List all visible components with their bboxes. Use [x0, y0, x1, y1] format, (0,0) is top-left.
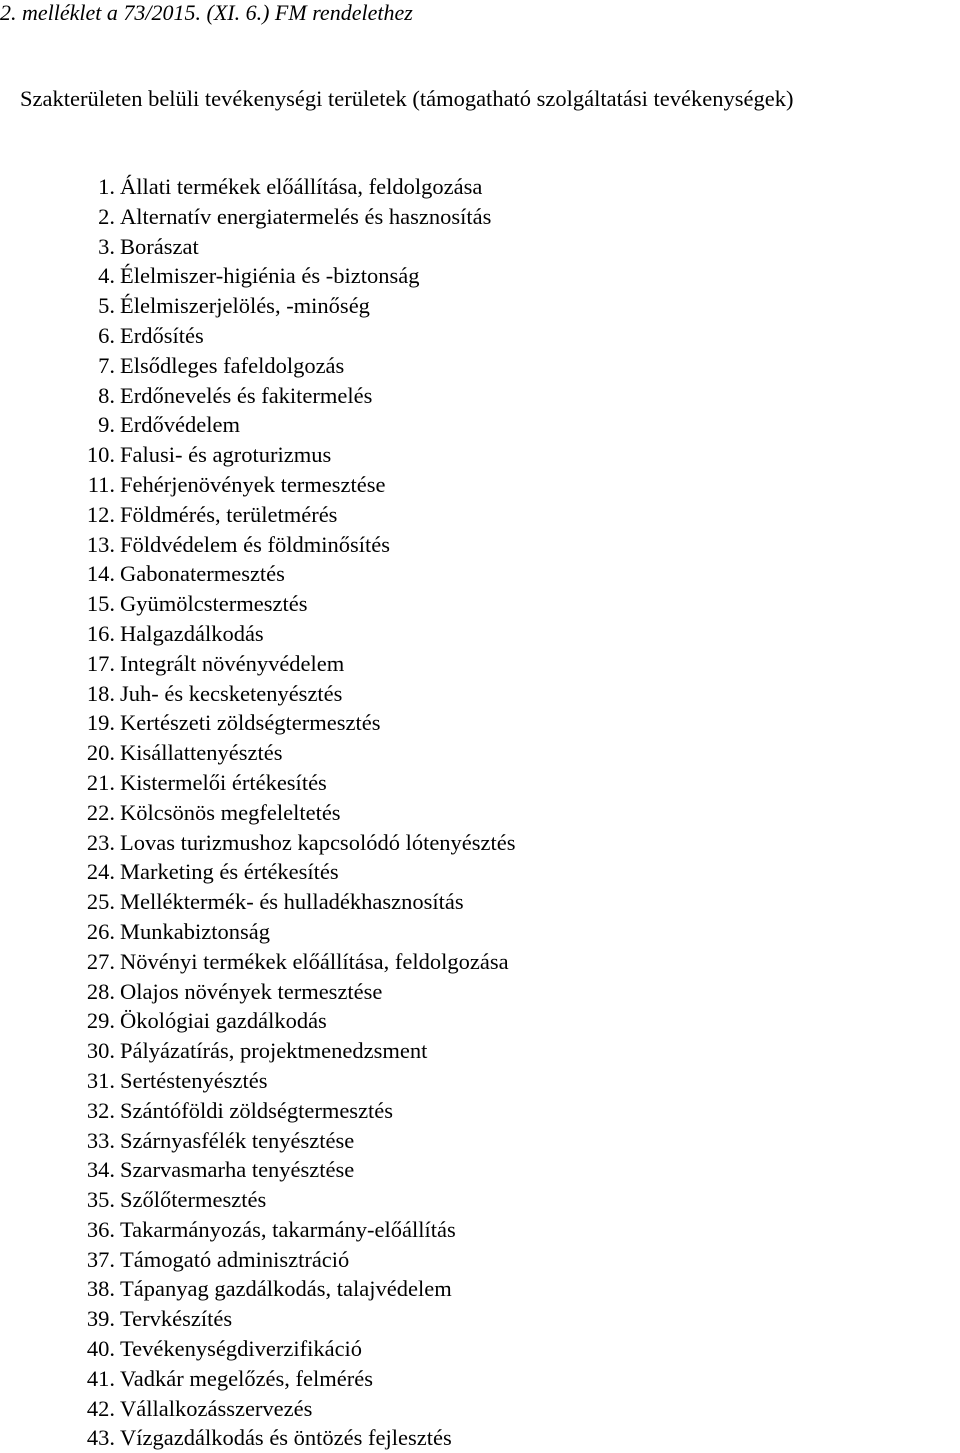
list-item-number: 8. [98, 382, 115, 408]
list-item-label: Földmérés, területmérés [120, 501, 338, 527]
list-item [0, 172, 516, 202]
list-item-number: 36. [86, 1216, 115, 1242]
list-item-label: Állati termékek előállítása, feldolgozása [120, 174, 483, 199]
list-item-number: 32. [86, 1097, 115, 1123]
list-item-number: 7. [98, 352, 115, 378]
list-item-label: Takarmányozás, takarmány-előállítás [120, 1216, 456, 1242]
list-item [0, 768, 516, 798]
list-item-label: Marketing és értékesítés [120, 859, 339, 885]
list-item-number: 6. [98, 322, 115, 348]
list-item-label: Támogató adminisztráció [120, 1246, 350, 1272]
list-item [0, 1274, 516, 1304]
list-item [0, 1394, 516, 1424]
list-item-label: Vadkár megelőzés, felmérés [120, 1365, 374, 1391]
list-item [0, 440, 516, 470]
list-item [0, 1066, 516, 1096]
list-item-number: 11. [87, 471, 115, 497]
annex-label: 2. melléklet a 73/2015. (XI. 6.) FM rendelethez [0, 0, 413, 25]
list-item-label: Szőlőtermesztés [120, 1187, 267, 1213]
list-item [0, 1334, 516, 1364]
list-item [0, 917, 516, 947]
list-item-number: 2. [98, 203, 115, 229]
list-item-label: Halgazdálkodás [120, 620, 264, 646]
list-item-label: Olajos növények termesztése [120, 978, 383, 1004]
list-item-label: Sertéstenyésztés [120, 1067, 268, 1093]
list-item [0, 530, 516, 560]
list-item-number: 35. [86, 1187, 115, 1213]
list-item [0, 828, 516, 858]
list-item-label: Szárnyasfélék tenyésztése [120, 1127, 355, 1153]
list-item [0, 1423, 516, 1453]
list-item-number: 5. [98, 293, 115, 319]
list-item [0, 351, 516, 381]
list-item-number: 37. [86, 1246, 115, 1272]
list-item-label: Munkabiztonság [120, 918, 270, 944]
list-item [0, 1245, 516, 1275]
list-item-number: 17. [86, 650, 115, 676]
list-item [0, 977, 516, 1007]
list-item-label: Vízgazdálkodás és öntözés fejlesztés [120, 1425, 452, 1451]
list-item [0, 291, 516, 321]
list-item-label: Földvédelem és földminősítés [120, 531, 390, 557]
list-item-label: Élelmiszerjelölés, -minőség [120, 293, 370, 319]
list-item-label: Szarvasmarha tenyésztése [120, 1157, 355, 1183]
list-item [0, 261, 516, 291]
list-item-label: Élelmiszer-higiénia és -biztonság [120, 263, 420, 289]
list-item [0, 619, 516, 649]
list-item [0, 1215, 516, 1245]
list-item [0, 232, 516, 262]
list-item-number: 1. [98, 174, 115, 199]
list-item [0, 1096, 516, 1126]
list-item-number: 40. [86, 1336, 115, 1362]
list-item-number: 38. [86, 1276, 115, 1302]
list-item [0, 470, 516, 500]
list-item-number: 26. [86, 918, 115, 944]
list-item-number: 21. [86, 769, 115, 795]
list-item-number: 42. [86, 1395, 115, 1421]
list-item-number: 29. [86, 1008, 115, 1034]
list-item-label: Alternatív energiatermelés és hasznosítás [120, 203, 492, 229]
list-item [0, 500, 516, 530]
list-item [0, 887, 516, 917]
list-item [0, 947, 516, 977]
list-item-label: Erdősítés [120, 322, 204, 348]
list-item-number: 43. [86, 1425, 115, 1451]
list-item-label: Gabonatermesztés [120, 561, 285, 587]
list-item-number: 31. [86, 1067, 115, 1093]
list-item [0, 589, 516, 619]
list-item-number: 28. [86, 978, 115, 1004]
list-item-label: Kistermelői értékesítés [120, 769, 327, 795]
list-item-number: 15. [86, 591, 115, 617]
list-item-number: 34. [86, 1157, 115, 1183]
list-item [0, 649, 516, 679]
list-item [0, 321, 516, 351]
list-item [0, 1185, 516, 1215]
list-item [0, 1155, 516, 1185]
list-item-label: Integrált növényvédelem [120, 650, 345, 676]
list-item-label: Tevékenységdiverzifikáció [120, 1336, 363, 1362]
list-item-label: Elsődleges fafeldolgozás [120, 352, 345, 378]
list-item-number: 24. [86, 859, 115, 885]
list-item-number: 33. [86, 1127, 115, 1153]
list-item [0, 857, 516, 887]
list-item-number: 27. [86, 948, 115, 974]
list-item-label: Pályázatírás, projektmenedzsment [120, 1038, 428, 1064]
list-item-label: Vállalkozásszervezés [120, 1395, 313, 1421]
list-item [0, 1304, 516, 1334]
list-item-number: 3. [98, 233, 115, 259]
list-item [0, 738, 516, 768]
list-item-number: 30. [86, 1038, 115, 1064]
list-item-label: Juh- és kecsketenyésztés [120, 680, 343, 706]
list-item-number: 20. [86, 740, 115, 766]
list-item [0, 798, 516, 828]
list-item-number: 4. [98, 263, 115, 289]
list-item-number: 12. [86, 501, 115, 527]
list-item-label: Ökológiai gazdálkodás [120, 1008, 327, 1034]
list-item-label: Falusi- és agroturizmus [120, 442, 332, 468]
list-item-number: 25. [86, 889, 115, 915]
list-item-number: 16. [86, 620, 115, 646]
list-item-label: Fehérjenövények termesztése [120, 471, 386, 497]
list-item [0, 1364, 516, 1394]
list-item-label: Gyümölcstermesztés [120, 591, 308, 617]
list-item-number: 13. [86, 531, 115, 557]
list-item-label: Borászat [120, 233, 199, 259]
list-item-label: Növényi termékek előállítása, feldolgozása [120, 948, 509, 974]
list-item-label: Kölcsönös megfeleltetés [120, 799, 341, 825]
list-item-label: Tápanyag gazdálkodás, talajvédelem [120, 1276, 452, 1302]
list-item [0, 708, 516, 738]
list-item-label: Erdőnevelés és fakitermelés [120, 382, 373, 408]
list-item [0, 1126, 516, 1156]
list-item-number: 22. [86, 799, 115, 825]
list-item [0, 202, 516, 232]
list-item-number: 23. [86, 829, 115, 855]
list-item [0, 679, 516, 709]
list-item [0, 1006, 516, 1036]
list-item [0, 381, 516, 411]
list-item-number: 10. [86, 442, 115, 468]
activity-list [0, 172, 516, 1453]
list-item-label: Tervkészítés [120, 1306, 233, 1332]
list-item [0, 410, 516, 440]
document-title: Szakterületen belüli tevékenységi területek (támogatható szolgáltatási tevékenységek) [20, 86, 794, 111]
list-item-label: Szántóföldi zöldségtermesztés [120, 1097, 394, 1123]
list-item-number: 19. [86, 710, 115, 736]
list-item-label: Kertészeti zöldségtermesztés [120, 710, 381, 736]
list-item-number: 18. [86, 680, 115, 706]
list-item-number: 14. [86, 561, 115, 587]
list-item-number: 41. [86, 1365, 115, 1391]
list-item-label: Erdővédelem [120, 412, 240, 438]
list-item-label: Melléktermék- és hulladékhasznosítás [120, 889, 464, 915]
list-item [0, 559, 516, 589]
list-item-label: Kisállattenyésztés [120, 740, 283, 766]
list-item-label: Lovas turizmushoz kapcsolódó lótenyésztés [120, 829, 516, 855]
list-item [0, 1036, 516, 1066]
list-item-number: 39. [86, 1306, 115, 1332]
list-item-number: 9. [98, 412, 115, 438]
